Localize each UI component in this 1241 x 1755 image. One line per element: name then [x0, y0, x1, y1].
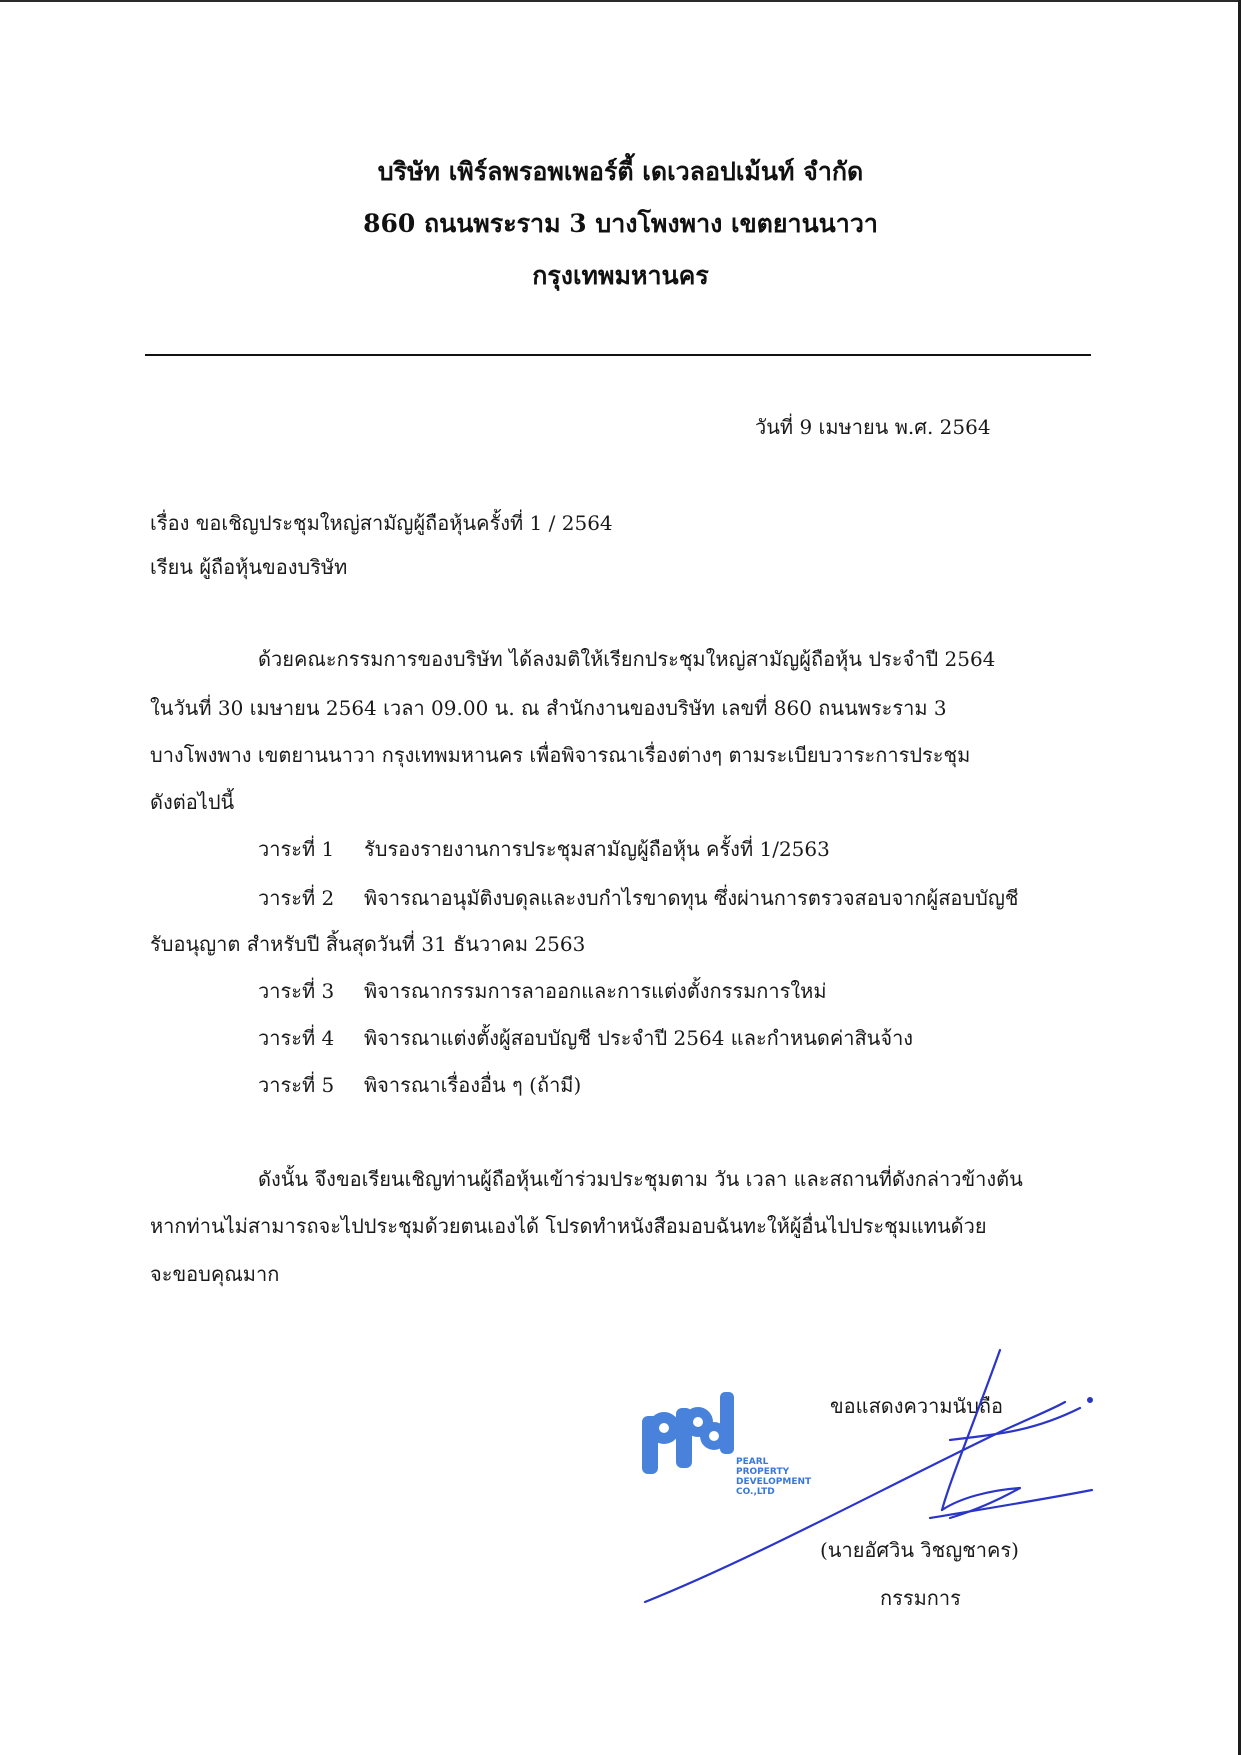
intro-line: บางโพงพาง เขตยานนาวา กรุงเทพมหานคร เพื่อพิจารณาเรื่องต่างๆ ตามระเบียบวาระการประชุม	[150, 743, 971, 767]
handwritten-signature	[630, 1340, 1100, 1630]
closing-line: หากท่านไม่สามารถจะไปประชุมด้วยตนเองได้ โปรดทำหนังสือมอบฉันทะให้ผู้อื่นไปประชุมแทนด้วย	[150, 1214, 987, 1238]
company-name: บริษัท เพิร์ลพรอพเพอร์ตี้ เดเวลอปเม้นท์ จำกัด	[377, 157, 864, 186]
agenda-text-continuation: รับอนุญาต สำหรับปี สิ้นสุดวันที่ 31 ธันวาคม 2563	[150, 932, 586, 956]
signer-name: (นายอัศวิน วิชญชาคร)	[820, 1538, 1019, 1562]
agenda-label: วาระที่ 4	[258, 1026, 335, 1050]
stamp-text-line: PEARL	[736, 1457, 769, 1467]
closing-line: ดังนั้น จึงขอเรียนเชิญท่านผู้ถือหุ้นเข้าร่วมประชุมตาม วัน เวลา และสถานที่ดังกล่าวข้างต้น	[258, 1167, 1023, 1191]
signature-stroke-upright	[942, 1350, 1000, 1510]
letter-subject: เรื่อง ขอเชิญประชุมใหญ่สามัญผู้ถือหุ้นครั้งที่ 1 / 2564	[150, 511, 613, 535]
stamp-text-line: CO.,LTD	[736, 1487, 775, 1497]
signature-stroke-sweep	[645, 1402, 1065, 1602]
agenda-text: พิจารณาแต่งตั้งผู้สอบบัญชี ประจำปี 2564 และกำหนดค่าสินจ้าง	[364, 1026, 914, 1050]
signature-dot	[1087, 1397, 1093, 1403]
intro-line: ในวันที่ 30 เมษายน 2564 เวลา 09.00 น. ณ สำนักงานของบริษัท เลขที่ 860 ถนนพระราม 3	[150, 696, 947, 720]
company-address-line-1: 860 ถนนพระราม 3 บางโพงพาง เขตยานนาวา	[363, 209, 878, 238]
agenda-text: พิจารณาอนุมัติงบดุลและงบกำไรขาดทุน ซึ่งผ่านการตรวจสอบจากผู้สอบบัญชี	[364, 886, 1019, 910]
agenda-text: พิจารณากรรมการลาออกและการแต่งตั้งกรรมการใหม่	[364, 979, 827, 1003]
closing-line: จะขอบคุณมาก	[150, 1262, 280, 1286]
stamp-text-line: PROPERTY	[736, 1467, 790, 1477]
agenda-label: วาระที่ 5	[258, 1073, 335, 1097]
agenda-label: วาระที่ 3	[258, 979, 335, 1003]
closing-regards: ขอแสดงความนับถือ	[830, 1394, 1004, 1418]
intro-line: ด้วยคณะกรรมการของบริษัท ได้ลงมติให้เรียกประชุมใหญ่สามัญผู้ถือหุ้น ประจำปี 2564	[258, 647, 996, 671]
agenda-label: วาระที่ 2	[258, 886, 335, 910]
signer-title: กรรมการ	[880, 1586, 961, 1610]
company-address-line-2: กรุงเทพมหานคร	[532, 261, 709, 290]
letter-date: วันที่ 9 เมษายน พ.ศ. 2564	[755, 415, 991, 439]
agenda-text: รับรองรายงานการประชุมสามัญผู้ถือหุ้น ครั้งที่ 1/2563	[364, 837, 830, 861]
scan-edge-top	[0, 0, 1241, 2]
agenda-text: พิจารณาเรื่องอื่น ๆ (ถ้ามี)	[364, 1073, 582, 1097]
header-divider	[145, 354, 1091, 356]
letter-recipient: เรียน ผู้ถือหุ้นของบริษัท	[150, 555, 348, 579]
intro-line: ดังต่อไปนี้	[150, 790, 235, 814]
agenda-label: วาระที่ 1	[258, 837, 335, 861]
stamp-text-line: DEVELOPMENT	[736, 1477, 812, 1487]
